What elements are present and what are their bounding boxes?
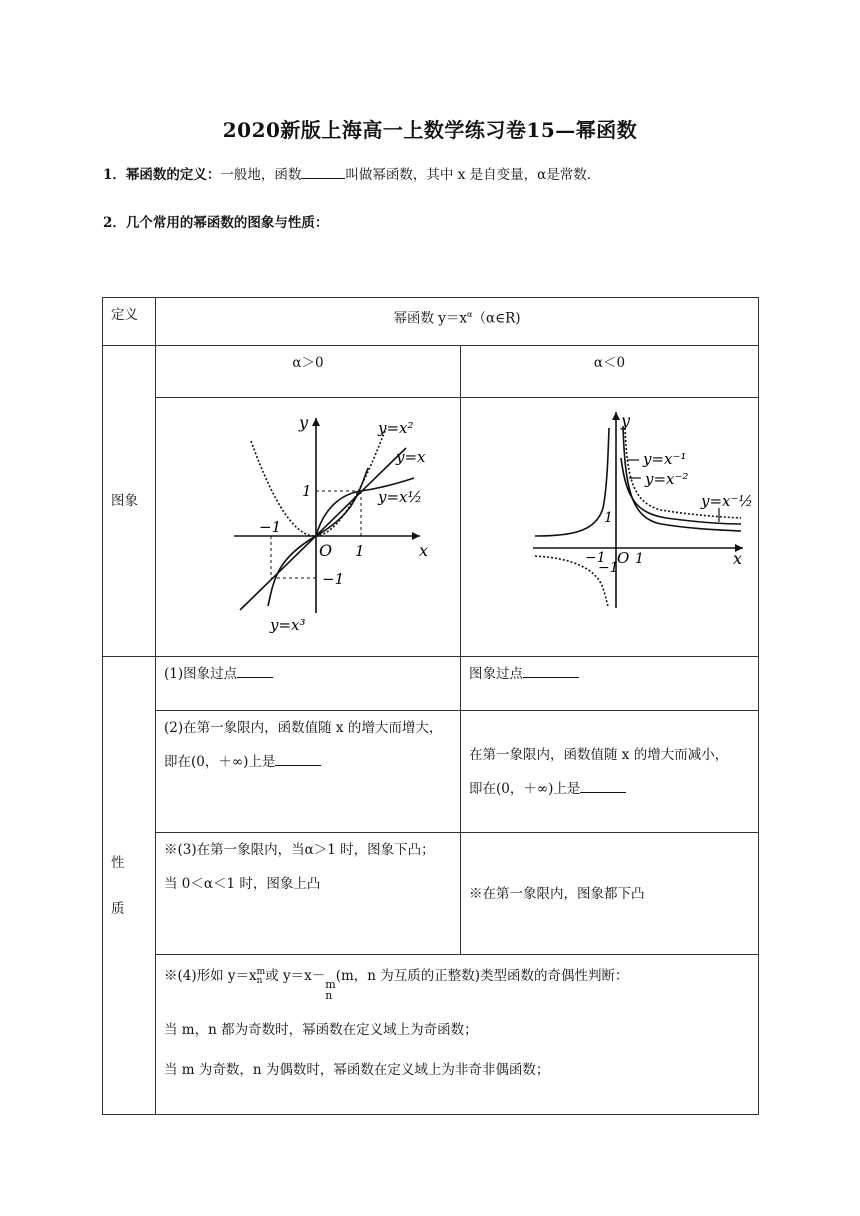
property-label-cell xyxy=(103,657,156,1115)
graph-negative xyxy=(461,398,759,652)
answer-blank[interactable] xyxy=(523,663,579,678)
label-y-inv: y=x⁻¹ xyxy=(643,450,687,468)
label-y-x: y=x xyxy=(396,448,426,466)
prop1-right-text: 图象过点 xyxy=(469,666,523,682)
prop3-left-cell xyxy=(156,833,461,955)
x-axis-label: x xyxy=(419,541,429,560)
prop4-fraction xyxy=(257,968,266,986)
prop3-left-line1: ※(3)在第一象限内，当α＞1 时，图象下凸； xyxy=(164,842,435,858)
power-function-table xyxy=(102,297,759,1115)
prop2-right-line1: 在第一象限内，函数值随 x 的增大而减小， xyxy=(469,746,729,763)
prop3-right: ※在第一象限内，图象都下凸 xyxy=(469,885,645,902)
label-y-inv2: y=x⁻² xyxy=(645,470,689,488)
answer-blank[interactable] xyxy=(580,778,626,793)
question-1-label: 1．幂函数的定义： xyxy=(103,167,221,183)
tick-x-neg1: −1 xyxy=(585,550,606,566)
prop4-text-a: ※(4)形如 y＝x xyxy=(164,968,257,984)
prop2-left-line2: 即在(0，＋∞)上是 xyxy=(164,754,276,770)
prop4-line2: 当 m，n 都为奇数时，幂函数在定义域上为奇函数； xyxy=(164,1022,478,1038)
definition-label: 定义 xyxy=(111,307,138,323)
col-alpha-negative xyxy=(461,346,759,398)
answer-blank[interactable] xyxy=(301,164,345,179)
answer-blank[interactable] xyxy=(275,751,321,766)
prop1-left-text: (1)图象过点 xyxy=(164,666,238,682)
definition-formula: 幂函数 y＝x xyxy=(393,310,468,327)
prop4-fraction-2 xyxy=(325,979,335,1001)
definition-content xyxy=(156,298,758,336)
col-alpha-positive xyxy=(156,346,461,398)
graph-label: 图象 xyxy=(111,493,138,509)
graph-positive xyxy=(156,398,461,652)
prop3-left-line2: 当 0＜α＜1 时，图象上凸 xyxy=(164,876,321,892)
label-y-sqrt: y=x½ xyxy=(378,488,423,506)
x-axis-label: x xyxy=(733,549,743,568)
prop4-text-c: (m，n 为互质的正整数)类型函数的奇偶性判断： xyxy=(335,968,629,984)
definition-content-cell xyxy=(156,298,759,346)
prop2-right-cell xyxy=(461,711,759,833)
prop2-right-line2: 即在(0，＋∞)上是 xyxy=(469,780,581,797)
origin-label: O xyxy=(319,541,333,560)
graph-positive-cell xyxy=(156,398,461,657)
question-2: 2．几个常用的幂函数的图象与性质： xyxy=(103,215,329,231)
tick-y-neg1: −1 xyxy=(598,560,619,576)
graph-negative-cell xyxy=(461,398,759,657)
prop1-left xyxy=(156,657,460,691)
alpha-negative-label: α＜0 xyxy=(593,355,626,371)
graph-label-cell xyxy=(103,346,156,657)
property-label-2: 质 xyxy=(111,900,125,917)
prop4-cell xyxy=(156,955,759,1115)
prop1-right xyxy=(461,657,758,691)
page-title: 2020新版上海高一上数学练习卷15—幂函数 xyxy=(222,118,638,142)
prop4-line1 xyxy=(164,965,750,1001)
definition-range: （α∈R) xyxy=(472,310,521,327)
tick-y-1: 1 xyxy=(302,482,312,500)
prop1-right-cell xyxy=(461,657,759,711)
label-y-x3: y=x³ xyxy=(270,616,306,634)
question-1-text-b: 叫做幂函数，其中 x 是自变量，α是常数. xyxy=(345,167,592,183)
curve-x3 xyxy=(268,468,368,606)
prop2-left-cell xyxy=(156,711,461,833)
tick-x-neg1: −1 xyxy=(259,518,282,536)
prop4-frac2-num: m xyxy=(325,978,336,991)
curve-inv-left xyxy=(535,428,609,536)
tick-y-1: 1 xyxy=(604,510,613,526)
prop2-left-line1: (2)在第一象限内，函数值随 x 的增大而增大， xyxy=(164,720,443,736)
tick-y-neg1: −1 xyxy=(322,570,345,588)
tick-x-1: 1 xyxy=(355,542,365,560)
prop4-frac2-den: n xyxy=(325,989,333,1002)
label-y-invsqrt: y=x⁻½ xyxy=(701,492,753,510)
question-1 xyxy=(103,163,591,183)
prop3-right-cell xyxy=(461,833,759,955)
question-1-text-a: 一般地，函数 xyxy=(220,167,302,183)
definition-exponent: α xyxy=(467,310,473,319)
label-y-x2: y=x² xyxy=(378,419,414,437)
prop4-text-b: 或 y＝x－ xyxy=(265,968,326,984)
property-label-1: 性 xyxy=(111,854,125,871)
definition-label-cell xyxy=(103,298,156,346)
prop4-frac-num: m xyxy=(256,967,266,977)
alpha-positive-label: α＞0 xyxy=(292,355,324,371)
prop1-left-cell xyxy=(156,657,461,711)
tick-x-1: 1 xyxy=(635,551,644,567)
answer-blank[interactable] xyxy=(237,663,273,678)
y-axis-label: y xyxy=(299,413,309,432)
y-axis-label: y xyxy=(621,411,631,430)
origin-label: O xyxy=(617,549,630,567)
prop4-frac-den: n xyxy=(256,976,263,986)
prop4-line3: 当 m 为奇数，n 为偶数时，幂函数在定义域上为非奇非偶函数； xyxy=(164,1062,550,1078)
